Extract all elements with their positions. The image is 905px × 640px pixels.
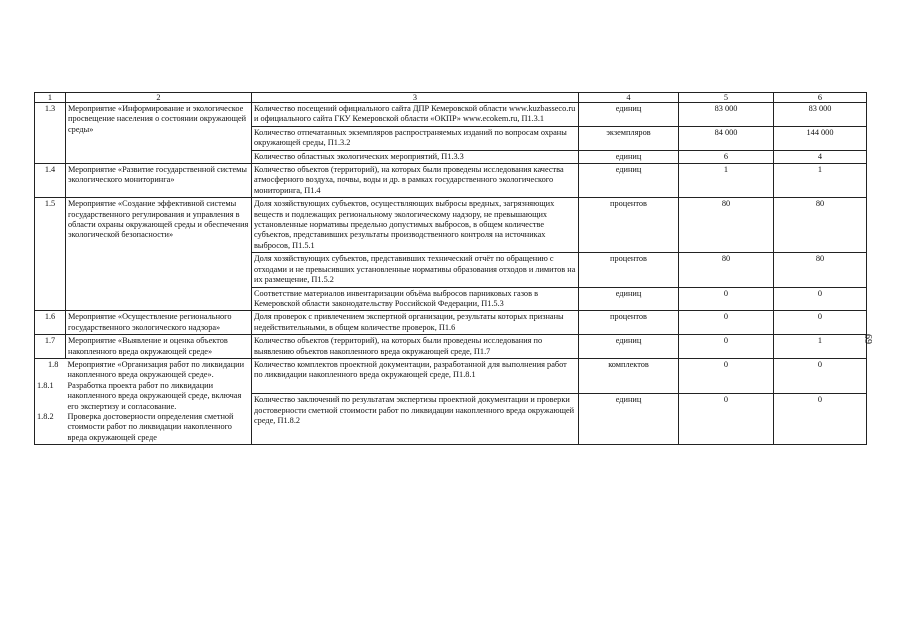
table-row (35, 335, 867, 359)
header-cell-3: 3 (252, 93, 579, 103)
unit-cell: экземпляров (579, 126, 679, 150)
page-number: 69 (862, 334, 873, 344)
indicator-cell: Количество областных экологических мероприятий, П1.3.3 (252, 150, 579, 163)
unit-cell: комплектов (579, 358, 679, 393)
measure-cell (66, 358, 252, 444)
unit-cell: единиц (579, 164, 679, 198)
indicator-cell: Количество посещений официального сайта ДПР Кемеровской области www.kuzbasseco.ru и официального сайта ГКУ Кемеровской области «ОКПР» www.ecokem.ru, П1.3.1 (252, 103, 579, 127)
table-row (35, 358, 867, 393)
unit-cell: процентов (579, 198, 679, 253)
measure-title: Мероприятие «Выявление и оценка объектов накопленного вреда окружающей среде» (68, 336, 228, 356)
header-cell-1: 1 (35, 93, 66, 103)
value-3-cell: 0 (774, 394, 867, 445)
unit-cell: процентов (579, 253, 679, 287)
value-2-cell: 0 (679, 287, 774, 311)
value-3-cell: 1 (774, 335, 867, 359)
measure-number-cell (35, 311, 66, 335)
measure-number: 1.4 (44, 165, 56, 175)
value-2-cell: 6 (679, 150, 774, 163)
value-3-cell: 0 (774, 287, 867, 311)
header-cell-6: 6 (774, 93, 867, 103)
indicator-cell: Доля хозяйствующих субъектов, осуществляющих выбросы вредных, загрязняющих веществ и подлежащих региональному экологическому надзору, не превышающих установленные нормативы предельно допустимых выбросов, в общем количестве субъектов, представивших результаты производственного контроля на источниках выбросов, П1.5.1 (252, 198, 579, 253)
measure-number-cell (35, 335, 66, 359)
measure-number-cell (35, 198, 66, 311)
indicator-cell: Соответствие материалов инвентаризации объёма выбросов парниковых газов в Кемеровской области законодательству Российской Федерации, П1.5.3 (252, 287, 579, 311)
measure-cell (66, 335, 252, 359)
measure-title: Мероприятие «Создание эффективной системы государственного регулирования и управления в области охраны окружающей среды и обеспечения экологической безопасности» (68, 199, 249, 240)
indicator-cell: Доля хозяйствующих субъектов, представивших технический отчёт по обращению с отходами и не превысивших установленные нормативы образования отходов и лимитов на их размещение, П1.5.2 (252, 253, 579, 287)
header-cell-2: 2 (66, 93, 252, 103)
measure-number-cell (35, 103, 66, 164)
value-3-cell: 0 (774, 358, 867, 393)
table-row (35, 198, 867, 253)
value-2-cell: 1 (679, 164, 774, 198)
unit-cell: единиц (579, 150, 679, 163)
measure-title: Мероприятие «Организация работ по ликвидации накопленного вреда окружающей среде». (67, 359, 245, 380)
indicators-table (34, 92, 867, 445)
value-3-cell: 4 (774, 150, 867, 163)
measure-title: Мероприятие «Информирование и экологическое просвещение населения о состоянии окружающей среды» (68, 104, 247, 134)
subitem-text: Проверка достоверности определения сметной стоимости работ по ликвидации накопленного вреда окружающей среде (67, 411, 234, 442)
value-3-cell: 144 000 (774, 126, 867, 150)
indicator-cell: Количество комплектов проектной документации, разработанной для выполнения работ по ликвидации накопленного вреда окружающей среде, П1.8.1 (252, 358, 579, 393)
unit-cell: единиц (579, 287, 679, 311)
measure-cell (66, 198, 252, 311)
measure-number: 1.5 (44, 199, 56, 209)
table-body (35, 93, 867, 445)
indicator-cell: Количество отпечатанных экземпляров распространяемых изданий по вопросам охраны окружающей среды, П1.3.2 (252, 126, 579, 150)
measure-number: 1.3 (44, 104, 56, 113)
unit-cell: единиц (579, 394, 679, 445)
measure-title: Мероприятие «Осуществление регионального государственного экологического надзора» (68, 312, 232, 332)
value-3-cell: 1 (774, 164, 867, 198)
value-2-cell: 0 (679, 335, 774, 359)
measure-number: 1.8 (48, 359, 59, 369)
subitem-number: 1.8.1 (37, 380, 54, 390)
header-cell-5: 5 (679, 93, 774, 103)
header-cell-4: 4 (579, 93, 679, 103)
table-row (35, 164, 867, 198)
indicator-cell: Доля проверок с привлечением экспертной организации, результаты которых признаны недействительными, в общем количестве проверок, П1.6 (252, 311, 579, 335)
measure-title: Мероприятие «Развитие государственной системы экологического мониторинга» (68, 165, 247, 185)
header-row (35, 93, 867, 103)
value-2-cell: 0 (679, 394, 774, 445)
table-row (35, 103, 867, 127)
value-2-cell: 83 000 (679, 103, 774, 127)
measure-number: 1.6 (44, 312, 56, 322)
value-2-cell: 80 (679, 253, 774, 287)
table-row (35, 311, 867, 335)
unit-cell: единиц (579, 335, 679, 359)
value-2-cell: 80 (679, 198, 774, 253)
value-2-cell: 0 (679, 358, 774, 393)
subitem-number: 1.8.2 (37, 411, 54, 421)
indicator-cell: Количество объектов (территорий), на которых были проведены исследования качества атмосферного воздуха, почвы, воды и др. в рамках государственного экологического мониторинга, П1.4 (252, 164, 579, 198)
value-2-cell: 0 (679, 311, 774, 335)
value-3-cell: 83 000 (774, 103, 867, 127)
value-3-cell: 0 (774, 311, 867, 335)
unit-cell: единиц (579, 103, 679, 127)
indicator-cell: Количество заключений по результатам экспертизы проектной документации и проверки достоверности сметной стоимости работ по ликвидации накопленного вреда окружающей среде, П1.8.2 (252, 394, 579, 445)
value-2-cell: 84 000 (679, 126, 774, 150)
measure-number: 1.7 (44, 336, 56, 346)
subitem-text: Разработка проекта работ по ликвидации накопленного вреда окружающей среде, включая его экспертизу и согласование. (67, 380, 242, 411)
measure-cell (66, 164, 252, 198)
measure-number-cell (35, 164, 66, 198)
measure-cell (66, 311, 252, 335)
value-3-cell: 80 (774, 198, 867, 253)
measure-number-cell (35, 358, 66, 444)
indicator-cell: Количество объектов (территорий), на которых были проведены исследования по выявлению объектов накопленного вреда окружающей среде, П1.7 (252, 335, 579, 359)
measure-cell (66, 103, 252, 164)
unit-cell: процентов (579, 311, 679, 335)
value-3-cell: 80 (774, 253, 867, 287)
